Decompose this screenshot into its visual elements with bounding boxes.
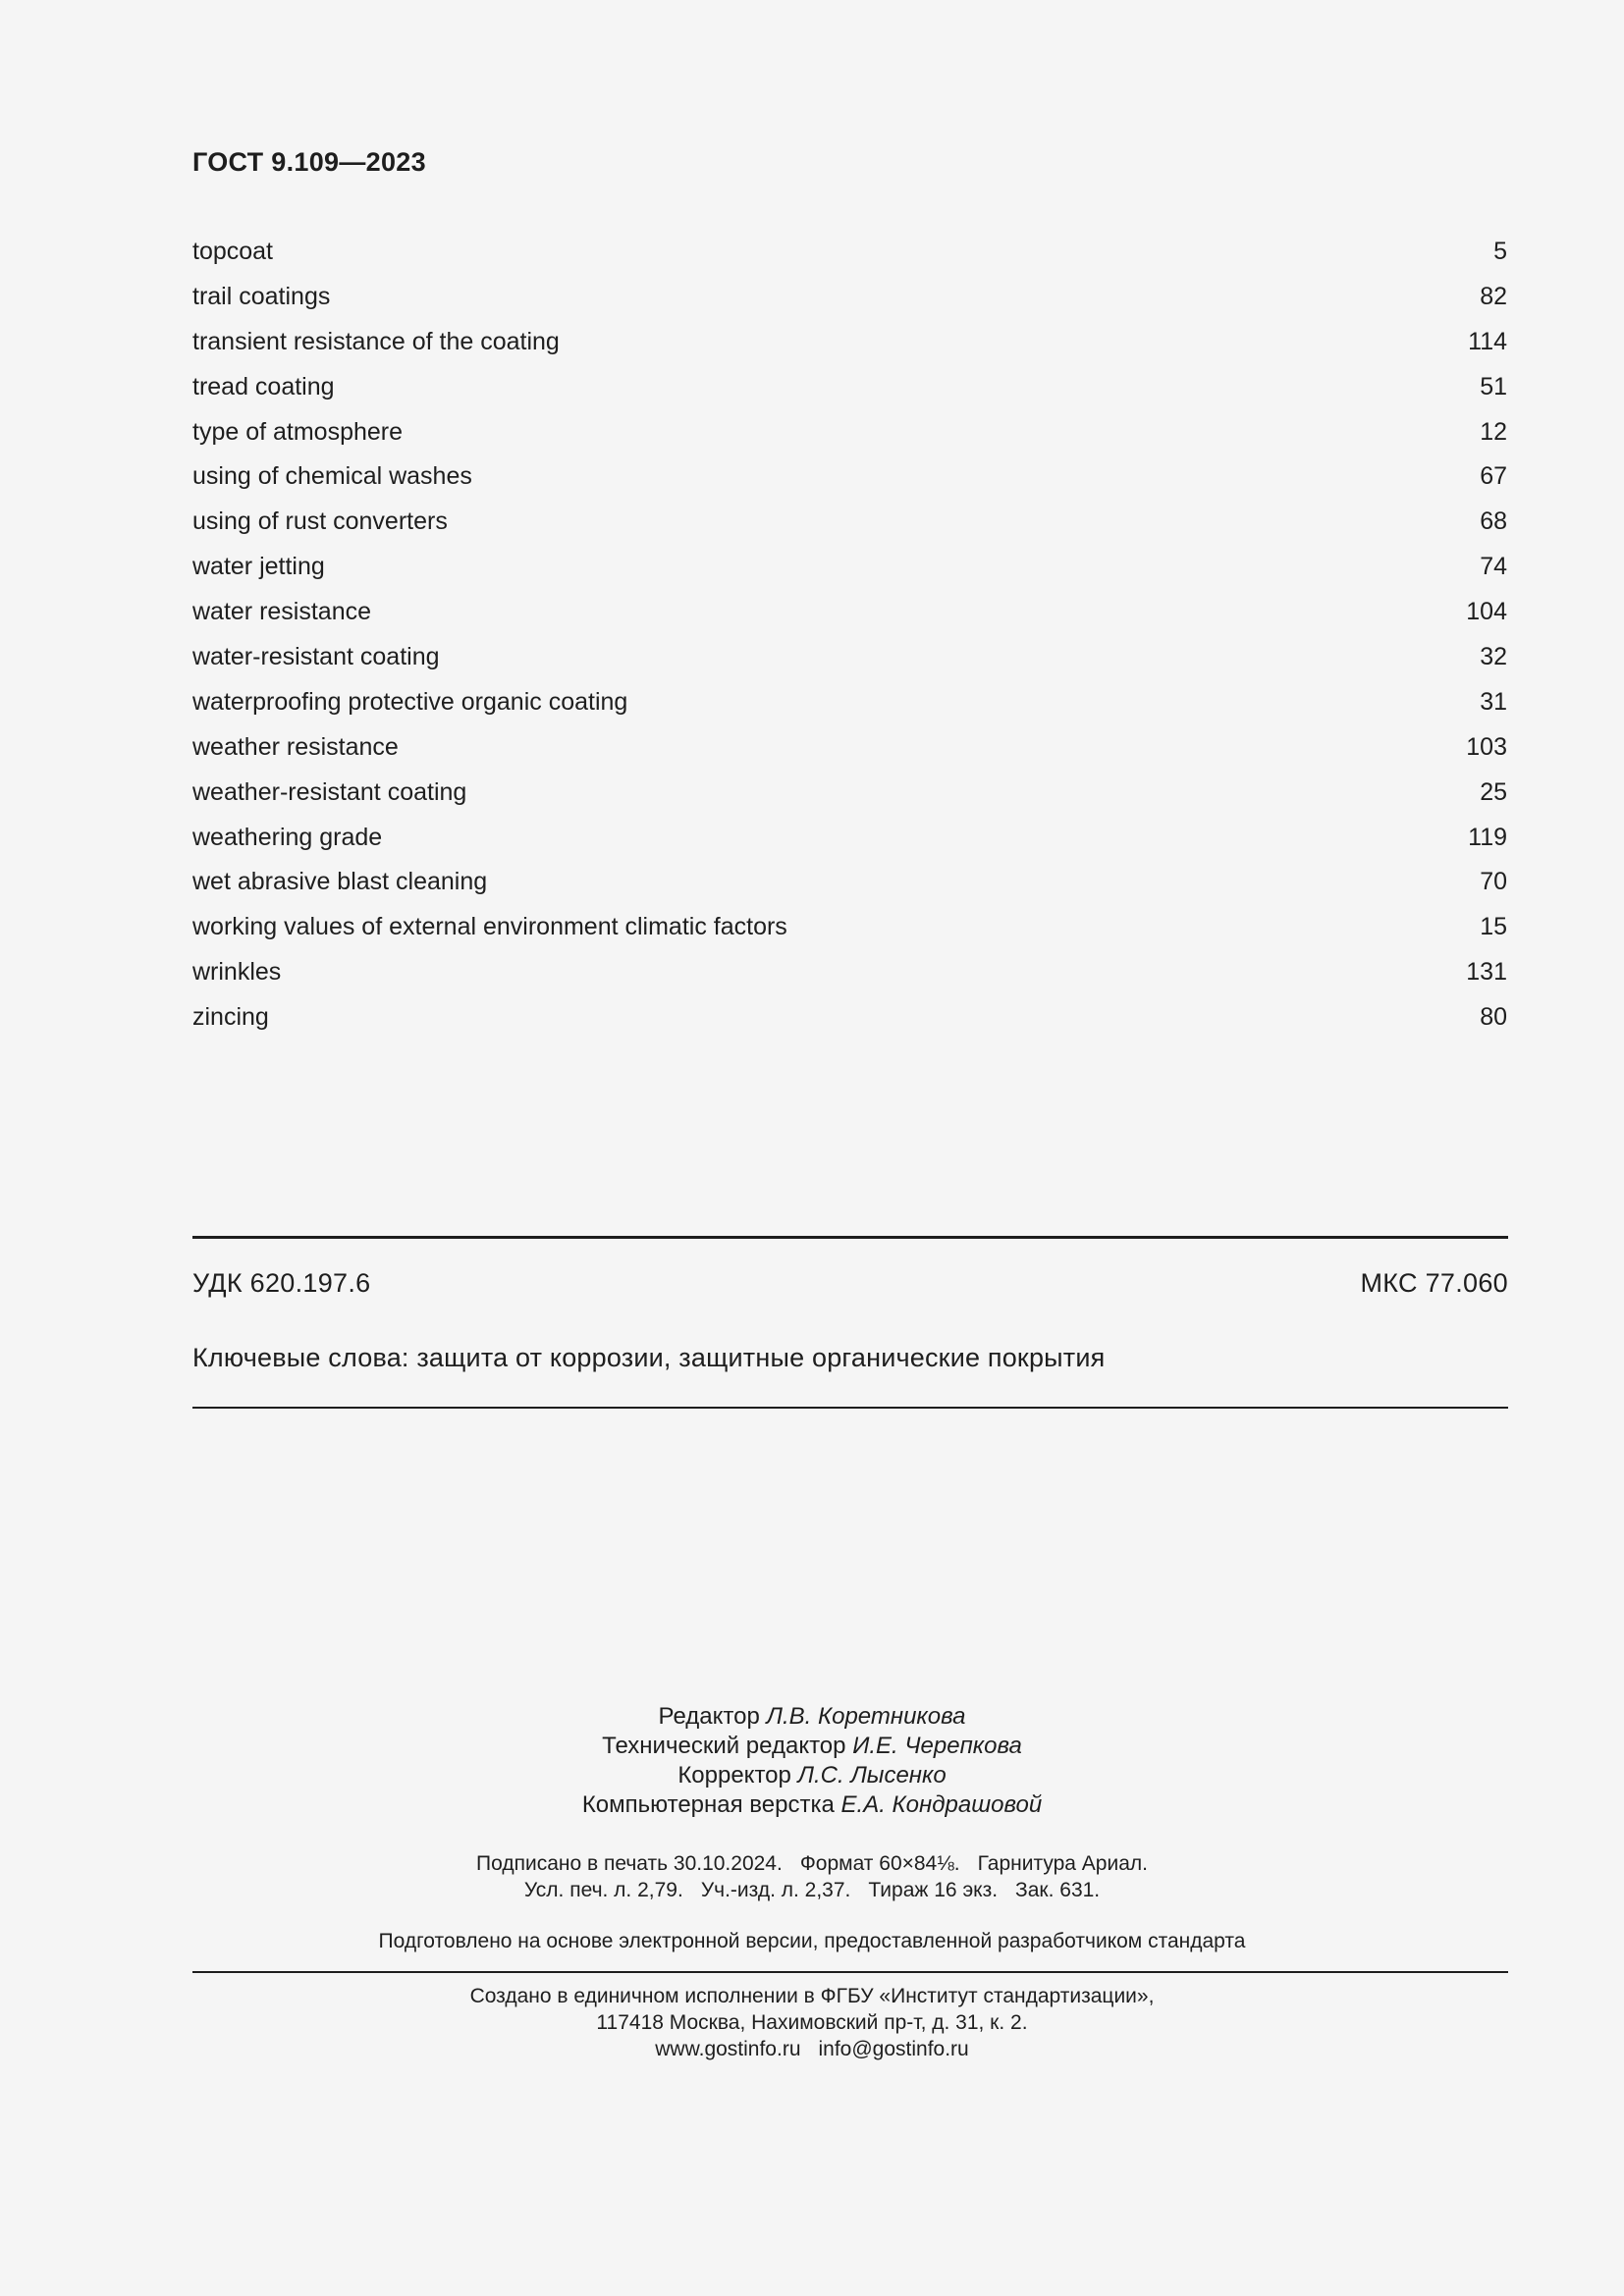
index-term: transient resistance of the coating	[192, 327, 560, 355]
index-page-number: 25	[1480, 777, 1507, 806]
index-page-number: 70	[1480, 868, 1507, 896]
website-link[interactable]: www.gostinfo.ru	[655, 2038, 801, 2060]
index-row	[192, 864, 1507, 909]
index-row	[192, 684, 1507, 729]
credits-block	[0, 1702, 1624, 1820]
index-term: tread coating	[192, 372, 335, 400]
credit-line	[0, 1761, 1624, 1790]
credit-role: Редактор	[658, 1703, 760, 1730]
keywords: Ключевые слова: защита от коррозии, защитные органические покрытия	[192, 1343, 1106, 1372]
index-row	[192, 324, 1507, 369]
index-page-number: 31	[1480, 687, 1507, 716]
index-row	[192, 234, 1507, 279]
index-row	[192, 369, 1507, 414]
index-term: working values of external environment climatic factors	[192, 913, 787, 941]
credit-name: Л.В. Коретникова	[766, 1703, 966, 1730]
print-sheets: Усл. печ. л. 2,79.	[523, 1879, 683, 1901]
publisher-links	[0, 2036, 1624, 2062]
index-page-number: 67	[1480, 462, 1507, 491]
index-term: topcoat	[192, 238, 274, 265]
index-row	[192, 729, 1507, 774]
index-term: wet abrasive blast cleaning	[192, 868, 488, 896]
email-link[interactable]: info@gostinfo.ru	[818, 2038, 969, 2060]
index-page-number: 32	[1480, 643, 1507, 671]
index-page-number: 15	[1480, 913, 1507, 941]
index-page-number: 104	[1466, 598, 1507, 626]
circulation: Тираж 16 экз.	[868, 1879, 999, 1901]
print-info-line-2	[0, 1877, 1624, 1903]
publisher-address: 117418 Москва, Нахимовский пр-т, д. 31, к. 2.	[596, 2011, 1028, 2034]
credit-name: Е.А. Кондрашовой	[840, 1791, 1043, 1818]
index-term: weather-resistant coating	[192, 777, 467, 806]
mks-code: МКС 77.060	[1360, 1268, 1508, 1298]
index-row	[192, 639, 1507, 684]
index-term: wrinkles	[192, 958, 282, 987]
index-page-number: 80	[1480, 1003, 1507, 1032]
index-row	[192, 549, 1507, 594]
divider-top	[192, 1236, 1508, 1239]
index-row	[192, 820, 1507, 865]
publisher-info	[0, 1983, 1624, 2062]
credit-line	[0, 1732, 1624, 1761]
index-term: water resistance	[192, 598, 372, 626]
publishing-sheets: Уч.-изд. л. 2,37.	[700, 1879, 851, 1901]
paper-format: Формат 60×84⅛.	[799, 1852, 960, 1875]
index-term: trail coatings	[192, 282, 331, 310]
index-page-number: 51	[1480, 372, 1507, 400]
index-row	[192, 279, 1507, 324]
index-row	[192, 909, 1507, 954]
credit-role: Технический редактор	[602, 1733, 846, 1759]
index-term: using of rust converters	[192, 507, 448, 536]
index-row	[192, 594, 1507, 639]
credit-line	[0, 1702, 1624, 1732]
index-page-number: 131	[1466, 958, 1507, 987]
index-term: water-resistant coating	[192, 643, 440, 671]
signed-date: Подписано в печать 30.10.2024.	[476, 1852, 783, 1875]
divider-footer	[192, 1971, 1508, 1973]
index-page-number: 74	[1480, 553, 1507, 581]
index-page-number: 114	[1468, 327, 1507, 355]
index-term: waterproofing protective organic coating	[192, 687, 628, 716]
index-page-number: 12	[1480, 417, 1507, 446]
print-info-line-1	[0, 1850, 1624, 1877]
index-page-number: 82	[1480, 282, 1507, 310]
credit-role: Компьютерная верстка	[581, 1791, 835, 1818]
divider-bottom	[192, 1407, 1508, 1409]
index-term: type of atmosphere	[192, 417, 404, 446]
udk-code: УДК 620.197.6	[192, 1268, 371, 1298]
index-page-number: 103	[1466, 732, 1507, 761]
credit-line	[0, 1790, 1624, 1820]
index-term: zincing	[192, 1003, 269, 1032]
typeface: Гарнитура Ариал.	[977, 1852, 1148, 1875]
index-row	[192, 954, 1507, 999]
index-page-number: 5	[1493, 238, 1507, 265]
index-row	[192, 414, 1507, 459]
alphabetical-index	[192, 234, 1507, 1044]
index-term: water jetting	[192, 553, 325, 581]
index-row	[192, 999, 1507, 1044]
standard-header: ГОСТ 9.109—2023	[192, 147, 426, 177]
credit-name: И.Е. Черепкова	[852, 1733, 1022, 1759]
credit-role: Корректор	[677, 1762, 791, 1789]
publisher-line-1: Создано в единичном исполнении в ФГБУ «Институт стандартизации»,	[469, 1985, 1155, 2007]
prepared-note: Подготовлено на основе электронной версии, предоставленной разработчиком стандарта	[378, 1930, 1246, 1952]
index-term: using of chemical washes	[192, 462, 472, 491]
classification-row	[192, 1268, 1508, 1299]
credit-name: Л.С. Лысенко	[797, 1762, 947, 1789]
index-row	[192, 458, 1507, 504]
print-info	[0, 1850, 1624, 1903]
index-term: weathering grade	[192, 823, 383, 851]
index-term: weather resistance	[192, 732, 399, 761]
index-page-number: 119	[1468, 823, 1507, 851]
order-number: Зак. 631.	[1015, 1879, 1101, 1901]
index-row	[192, 504, 1507, 549]
index-row	[192, 774, 1507, 820]
index-page-number: 68	[1480, 507, 1507, 536]
